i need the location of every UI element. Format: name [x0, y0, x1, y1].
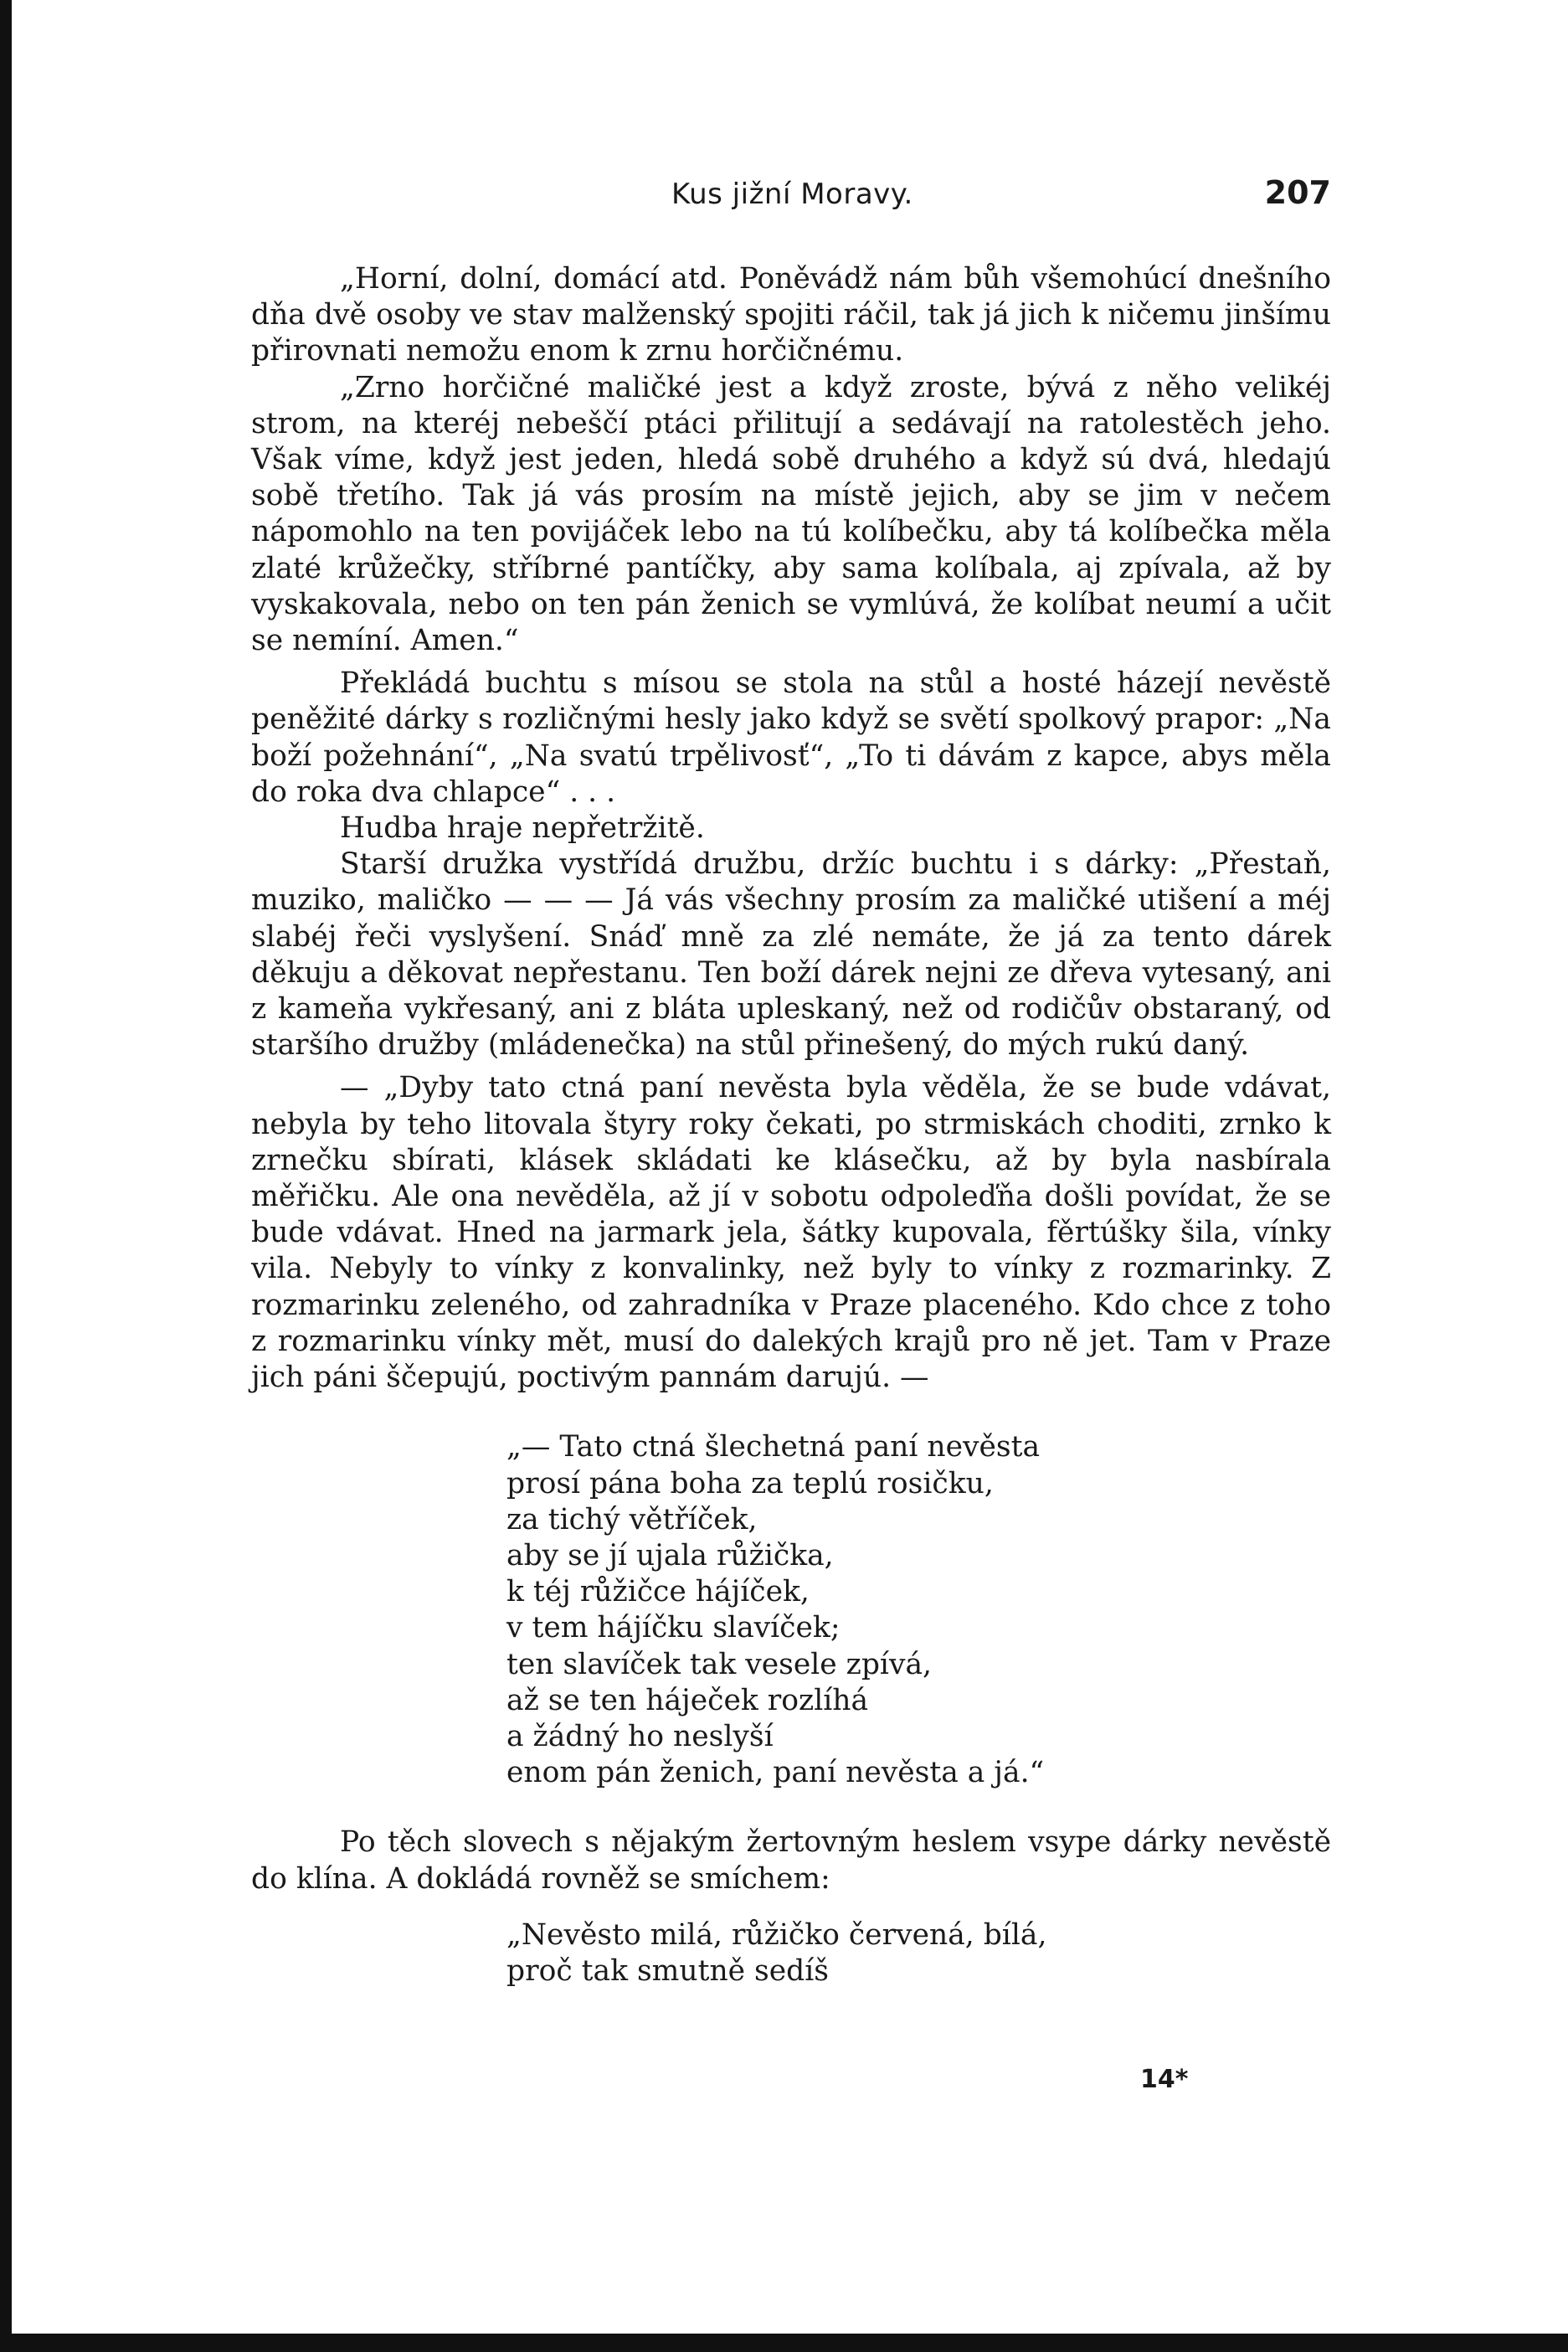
verse-line: „Nevěsto milá, růžičko červená, bílá,	[506, 1917, 1047, 1952]
scan-bottom-edge	[0, 2334, 1568, 2352]
verse-block-2	[506, 1917, 1331, 1989]
paragraph-3: Překládá buchtu s mísou se stola na stůl a hosté házejí nevěstě peněžité dárky s rozličnými hesly jako když se světí spolkový prapor: „Na boží požehnání“, „Na svatú trpělivosť“, „To ti dávám z kapce, abys měla do roka dva chlapce“ . . .	[251, 666, 1331, 809]
verse-line: proč tak smutně sedíš	[506, 1953, 829, 1988]
page-body	[251, 261, 1331, 1989]
verse-line: až se ten háječek rozlíhá	[506, 1683, 869, 1717]
verse-line: „— Tato ctná šlechetná paní nevěsta	[506, 1430, 1041, 1464]
page-number: 207	[1264, 174, 1331, 211]
paragraph-7: Po těch slovech s nějakým žertovným heslem vsype dárky nevěstě do klína. A dokládá rovněž se smíchem:	[251, 1825, 1331, 1896]
scan-left-edge	[0, 0, 12, 2352]
verse-line: aby se jí ujala růžička,	[506, 1538, 834, 1572]
running-title: Kus jižní Moravy.	[671, 178, 913, 211]
signature-mark: 14*	[1140, 2065, 1189, 2094]
verse-line: k téj růžičce hájíček,	[506, 1575, 810, 1609]
paragraph-4: Hudba hraje nepřetržitě.	[340, 811, 705, 846]
verse-line: za tichý větříček,	[506, 1502, 758, 1536]
verse-line: enom pán ženich, paní nevěsta a já.“	[506, 1756, 1045, 1790]
paragraph-1: „Horní, dolní, domácí atd. Poněvádž nám bůh všemohúcí dnešního dňa dvě osoby ve stav malženský spojiti ráčil, tak já jich k ničemu jinšímu přirovnati nemožu enom k zrnu horčičnému.	[251, 262, 1331, 368]
verse-line: v tem hájíčku slavíček;	[506, 1611, 841, 1645]
paragraph-6: — „Dyby tato ctná paní nevěsta byla věděla, že se bude vdávat, nebyla by teho litovala štyry roky čekati, po strmiskách choditi, zrnko k zrnečku sbírati, klásek skládati ke klásečku, až by byla nasbírala měřičku. Ale ona nevěděla, až jí v sobotu odpoleďňa došli povídat, že se bude vdávat. Hned na jarmark jela, šátky kupovala, fěrtúšky šila, vínky vila. Nebyly to vínky z konvalinky, než byly to vínky z rozmarinky. Z rozmarinku zeleného, od zahradníka v Praze placeného. Kdo chce z toho z rozmarinku vínky mět, musí do dalekých krajů pro ně jet. Tam v Praze jich páni ščepujú, poctivým pannám darujú. —	[251, 1071, 1331, 1395]
verse-line: ten slavíček tak vesele zpívá,	[506, 1647, 932, 1681]
paragraph-2: „Zrno horčičné maličké jest a když zroste, bývá z něho velikéj strom, na kteréj nebeščí ptáci přilitují a sedávají na ratolestěch jeho. Však víme, když jest jeden, hledá sobě druhého a když sú dvá, hledajú sobě třetího. Tak já vás prosím na místě jejich, aby se jim v nečem nápomohlo na ten povijáček lebo na tú kolíbečku, aby tá kolíbečka měla zlaté krůžečky, stříbrné pantíčky, aby sama kolíbala, aj zpívala, až by vyskakovala, nebo on ten pán ženich se vymlúvá, že kolíbat neumí a učit se nemíní. Amen.“	[251, 370, 1331, 658]
paragraph-5: Starší družka vystřídá družbu, držíc buchtu i s dárky: „Přestaň, muziko, maličko — — — Já vás všechny prosím za maličké utišení a méj slabéj řeči vyslyšení. Snáď mně za zlé nemáte, že já za tento dárek děkuju a děkovat nepřestanu. Ten boží dárek nejni ze dřeva vytesaný, ani z kameňa vykřesaný, ani z bláta upleskaný, než od rodičův obstaraný, od staršího družby (mládenečka) na stůl přinešený, do mých rukú daný.	[251, 847, 1331, 1063]
page-header	[251, 174, 1331, 228]
verse-line: prosí pána boha za teplú rosičku,	[506, 1466, 994, 1500]
verse-line: a žádný ho neslyší	[506, 1719, 774, 1753]
verse-block-1	[506, 1429, 1331, 1791]
